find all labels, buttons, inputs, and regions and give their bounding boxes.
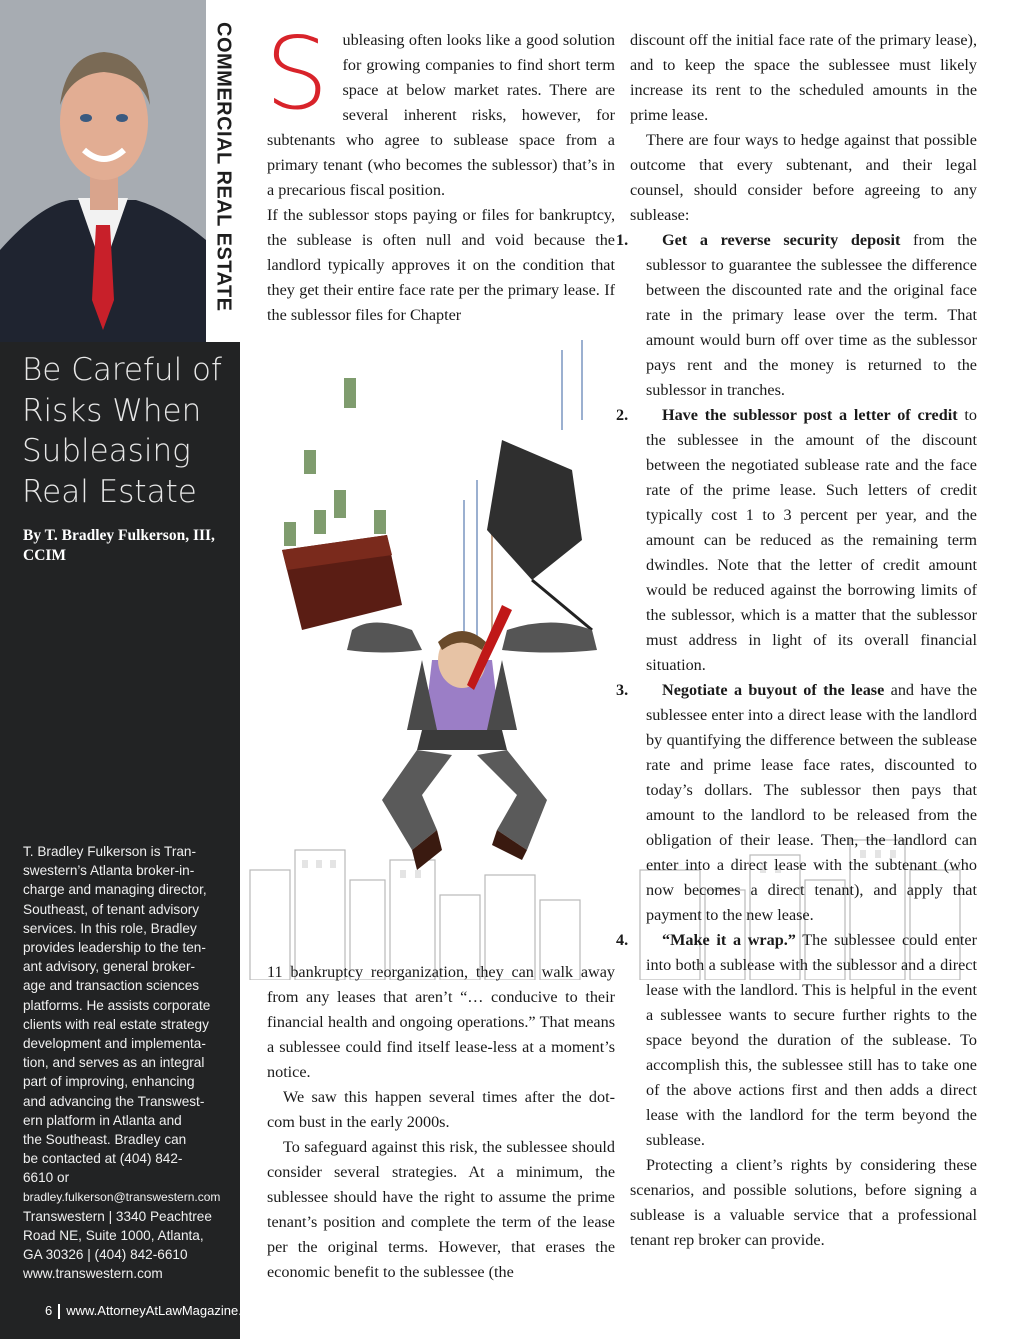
paragraph: To safeguard against this risk, the sublessee should consider several strategies. At a minimum, the sublessee should have the right to assume the prime tenant’s position and complete the term of the lease per the original terms. However, that erases the economic benefit to the sublessee (the bbox=[267, 1138, 615, 1281]
step-title: Have the sublessor post a letter of credit bbox=[662, 406, 958, 424]
headline-line: Risks When bbox=[22, 392, 202, 429]
step-number: 2. bbox=[616, 406, 629, 424]
paragraph: 11 bankruptcy reorganization, they can walk away from any leases that aren’t “… conducive to their financial health and ongoing operations.” That means a sublessee could find itself lease-less at a moment’s notice. bbox=[267, 963, 615, 1081]
bio-line: development and implementa- bbox=[23, 1036, 206, 1052]
author-photo bbox=[0, 0, 206, 342]
page-folio bbox=[45, 1303, 266, 1319]
address-line: GA 30326 | (404) 842-6610 bbox=[23, 1247, 188, 1263]
author-sidebar bbox=[0, 0, 267, 1339]
paragraph: We saw this happen several times after the dot-com bust in the early 2000s. bbox=[267, 1088, 615, 1131]
step-title: Negotiate a buyout of the lease bbox=[662, 681, 885, 699]
intro-paragraph bbox=[265, 15, 615, 203]
section-tag-text: COMMERCIAL REAL ESTATE bbox=[212, 22, 235, 312]
step-text: to the sublessee in the amount of the discount between the negotiated sublease rate and the face rate of the prime lease. Such letters of credit typically cost 1 to 3 percent per year, and the amount can be reduced as the remaining term dwindles. Note that the letter of credit amount would be reduced against the borrowing limits of the sublessor, which is a matter that the sublessor must address in light of its overall financial situation. bbox=[646, 406, 978, 674]
intro-text: ubleasing often looks like a good solution for growing companies to find short term space at below market rates. There are several inherent risks, however, for subtenants who agree to sublease space from a primary tenant (who becomes the sublessor) that’s in a precarious fiscal position. bbox=[267, 31, 615, 199]
falling-businessman-illustration bbox=[262, 330, 622, 970]
paragraph: If the sublessor stops paying or files for bankruptcy, the sublease is often null and void because the landlord typically approves it on the condition that they get their entire face rate per the primary lease. If the sublessor files for Chapter bbox=[267, 206, 615, 324]
byline-line: CCIM bbox=[23, 547, 67, 564]
strategy-item bbox=[616, 928, 977, 1153]
bio-line: T. Bradley Fulkerson is Tran- bbox=[23, 844, 197, 859]
company-website-link[interactable]: www.transwestern.com bbox=[23, 1266, 163, 1282]
headline-line: Real Estate bbox=[22, 473, 197, 510]
bio-line: clients with real estate strategy bbox=[23, 1016, 209, 1032]
bio-line: charge and managing director, bbox=[23, 882, 207, 898]
bio-line: swestern’s Atlanta broker-in- bbox=[23, 863, 195, 879]
address-line: Road NE, Suite 1000, Atlanta, bbox=[23, 1228, 204, 1244]
article-headline bbox=[22, 350, 232, 512]
bio-line: provides leadership to the ten- bbox=[23, 940, 206, 956]
bio-line: age and transaction sciences bbox=[23, 978, 200, 994]
bio-line: services. In this role, Bradley bbox=[23, 920, 197, 936]
step-number: 4. bbox=[616, 931, 629, 949]
step-title: Get a reverse security deposit bbox=[662, 231, 901, 249]
folio-divider bbox=[58, 1304, 60, 1319]
page-number: 6 bbox=[45, 1303, 53, 1318]
bio-line: Southeast, of tenant advisory bbox=[23, 901, 200, 917]
drop-cap: S bbox=[265, 15, 329, 132]
step-number: 3. bbox=[616, 681, 629, 699]
bio-line: part of improving, enhancing bbox=[23, 1074, 195, 1090]
paragraph: discount off the initial face rate of the primary lease), and to keep the space the sublessee must likely increase its rent to the scheduled amounts in the prime lease. bbox=[630, 31, 977, 124]
bio-line: the Southeast. Bradley can bbox=[23, 1132, 187, 1148]
author-bio bbox=[23, 842, 223, 1284]
strategy-item bbox=[616, 228, 977, 403]
bio-line: 6610 or bbox=[23, 1170, 70, 1186]
column-2 bbox=[616, 28, 978, 1253]
paragraph: There are four ways to hedge against that possible outcome that every subtenant, and their legal counsel, should consider before agreeing to any sublease: bbox=[630, 131, 977, 224]
magazine-website-link[interactable]: www.AttorneyAtLawMagazine.com bbox=[66, 1303, 267, 1318]
strategy-item bbox=[616, 678, 977, 928]
bio-line: ant advisory, general broker- bbox=[23, 959, 196, 975]
step-text: from the sublessor to guarantee the sublessee the difference between the discounted rate and the original face rate in the primary lease over the term. That amount would burn off over time as the sublessor pays rent and the money is returned to the sublessor in tranches. bbox=[646, 231, 977, 399]
bio-line: and advancing the Transwest- bbox=[23, 1093, 205, 1109]
address-line: Transwestern | 3340 Peachtree bbox=[23, 1208, 212, 1224]
strategy-item bbox=[616, 403, 978, 678]
byline bbox=[23, 526, 223, 566]
bio-line: platforms. He assists corporate bbox=[23, 997, 211, 1013]
bio-line: tion, and serves as an integral bbox=[23, 1055, 205, 1071]
bio-line: be contacted at (404) 842- bbox=[23, 1151, 183, 1167]
closing-paragraph: Protecting a client’s rights by considering these scenarios, and possible solutions, before signing a sublease is a valuable service that a professional tenant rep broker can provide. bbox=[630, 1156, 977, 1249]
step-number: 1. bbox=[616, 231, 629, 249]
strategy-list bbox=[616, 228, 978, 1153]
column-1-bottom bbox=[267, 960, 615, 1285]
column-1-top bbox=[265, 15, 615, 328]
author-email-link[interactable]: bradley.fulkerson@transwestern.com bbox=[23, 1189, 221, 1204]
step-text: The sublessee could enter into both a sublease with the sublessor and a direct lease with the landlord. This is helpful in the event a sublessee wants to secure further rights to the space beyond the duration of the sublease. To accomplish this, the sublessee still has to take one of the above actions first and then adds a direct lease with the landlord for the term beyond the sublease. bbox=[646, 931, 977, 1149]
byline-line: By T. Bradley Fulkerson, III, bbox=[23, 527, 215, 544]
step-title: “Make it a wrap.” bbox=[662, 931, 796, 949]
section-tag bbox=[206, 0, 240, 342]
bio-line: ern platform in Atlanta and bbox=[23, 1112, 182, 1128]
author-portrait bbox=[0, 0, 206, 342]
headline-line: Be Careful of bbox=[22, 352, 222, 388]
step-text: and have the sublessee enter into a direct lease with the landlord by quantifying the difference between the sublease rate and prime lease face rates, discounted to today’s dollars. The sublessor then pays that amount to the landlord to be released from the obligation of their lease. Then, the landlord can enter into a direct lease with the subtenant (who now becomes a direct tenant), and apply that payment to the new lease. bbox=[646, 681, 977, 924]
headline-line: Subleasing bbox=[22, 433, 191, 469]
